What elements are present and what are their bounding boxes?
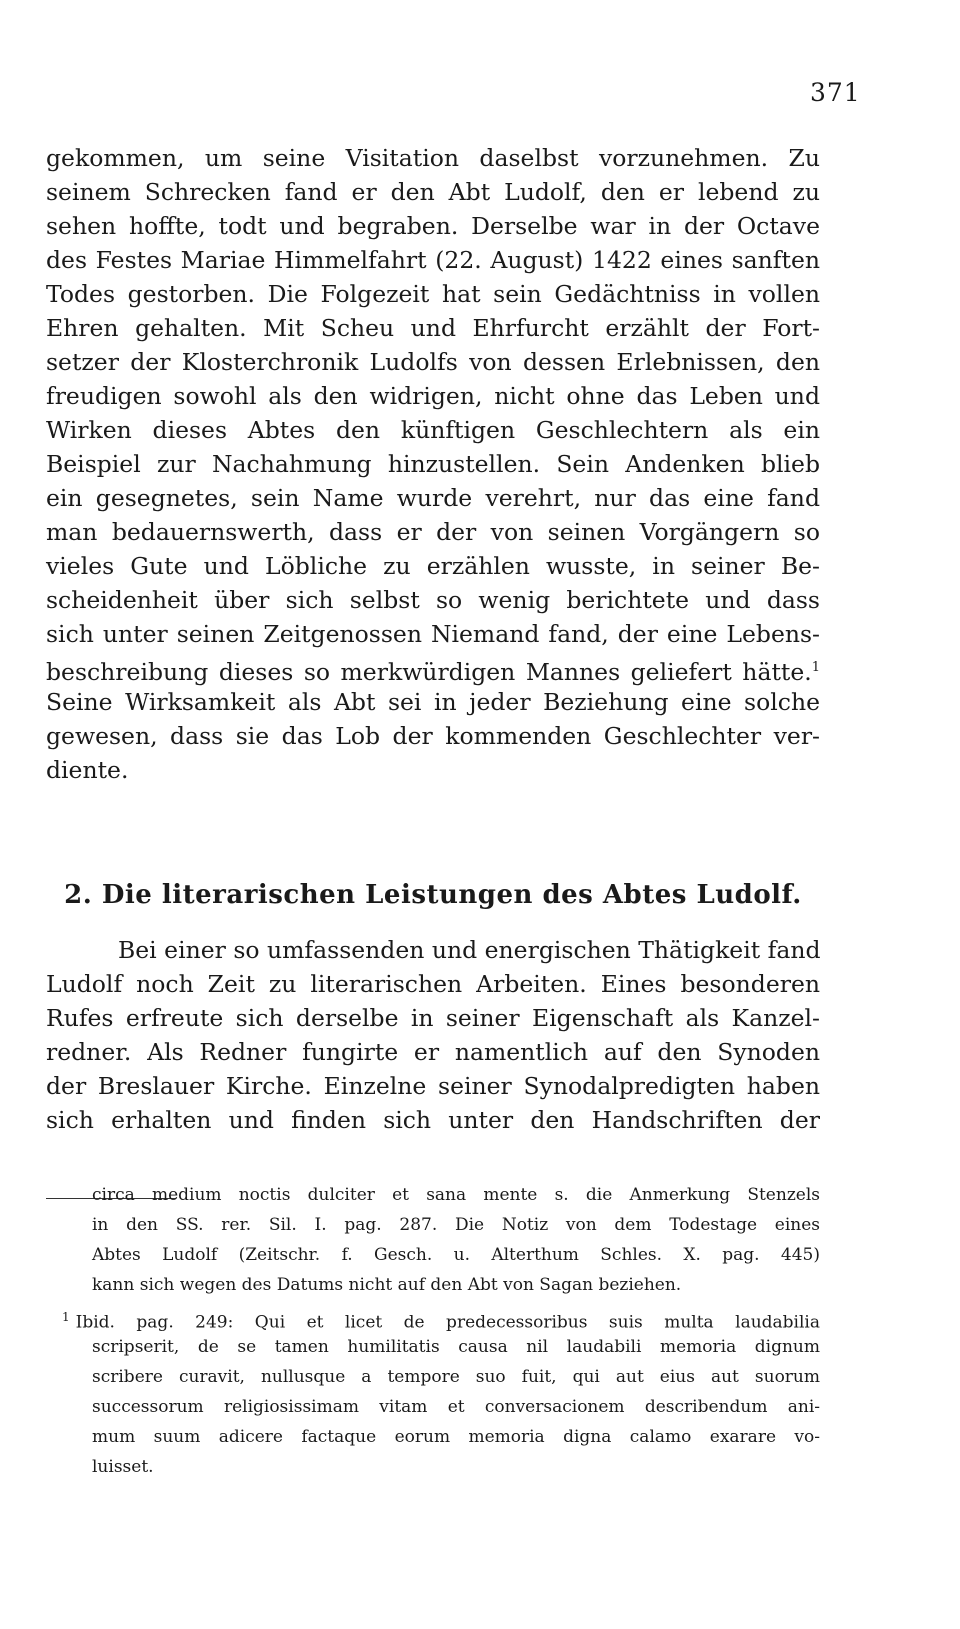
text-line: Beispiel zur Nachahmung hinzustellen. Sein Andenken blieb xyxy=(46,450,820,478)
text-line: beschreibung dieses so merkwürdigen Mannes geliefert hätte. xyxy=(46,657,812,686)
footnote-line: scribere curavit, nullusque a tempore suo fuit, qui aut eius aut suorum xyxy=(92,1367,820,1387)
text-line: sich unter seinen Zeitgenossen Niemand fand, der eine Lebens- xyxy=(46,620,820,648)
footnote-line: scripserit, de se tamen humilitatis causa nil laudabili memoria dignum xyxy=(92,1337,820,1357)
text-line: diente. xyxy=(46,756,129,784)
footnote-line: mum suum adicere factaque eorum memoria digna calamo exarare vo- xyxy=(92,1427,820,1447)
text-line: Ludolf noch Zeit zu literarischen Arbeiten. Eines besonderen xyxy=(46,970,820,998)
text-line: redner. Als Redner fungirte er namentlich auf den Synoden xyxy=(46,1038,820,1066)
text-line: vieles Gute und Löbliche zu erzählen wusste, in seiner Be- xyxy=(46,552,820,580)
section-heading: 2. Die literarischen Leistungen des Abtes Ludolf. xyxy=(64,880,802,910)
text-line: freudigen sowohl als den widrigen, nicht ohne das Leben und xyxy=(46,382,820,410)
text-line: Rufes erfreute sich derselbe in seiner Eigenschaft als Kanzel- xyxy=(46,1004,820,1032)
footnote-line: Ibid. pag. 249: Qui et licet de predecessoribus suis multa laudabilia xyxy=(75,1312,820,1333)
text-line: des Festes Mariae Himmelfahrt (22. August) 1422 eines sanften xyxy=(46,246,820,274)
page-number: 371 xyxy=(810,78,861,107)
footnote-marker: 1 xyxy=(62,1310,70,1324)
footnote-line: circa medium noctis dulciter et sana mente s. die Anmerkung Stenzels xyxy=(92,1185,820,1205)
text-line: seinem Schrecken fand er den Abt Ludolf, den er lebend zu xyxy=(46,178,820,206)
text-line: gewesen, dass sie das Lob der kommenden Geschlechter ver- xyxy=(46,722,820,750)
footnote-line: successorum religiosissimam vitam et conversacionem describendum ani- xyxy=(92,1397,820,1417)
text-line: Seine Wirksamkeit als Abt sei in jeder Beziehung eine solche xyxy=(46,688,820,716)
text-line: setzer der Klosterchronik Ludolfs von dessen Erlebnissen, den xyxy=(46,348,820,376)
footnote-line: Abtes Ludolf (Zeitschr. f. Gesch. u. Alterthum Schles. X. pag. 445) xyxy=(92,1245,820,1265)
footnote-line: luisset. xyxy=(92,1457,154,1477)
text-line: Wirken dieses Abtes den künftigen Geschlechtern als ein xyxy=(46,416,820,444)
text-line: man bedauernswerth, dass er der von seinen Vorgängern so xyxy=(46,518,820,546)
footnote-first-line xyxy=(62,1302,820,1332)
text-line: Bei einer so umfassenden und energischen Thätigkeit fand xyxy=(118,936,821,964)
text-line: scheidenheit über sich selbst so wenig berichtete und dass xyxy=(46,586,820,614)
text-line: Todes gestorben. Die Folgezeit hat sein Gedächtniss in vollen xyxy=(46,280,820,308)
footnote-line: kann sich wegen des Datums nicht auf den Abt von Sagan beziehen. xyxy=(92,1275,682,1295)
footnote-line: in den SS. rer. Sil. I. pag. 287. Die Notiz von dem Todestage eines xyxy=(92,1215,820,1235)
text-line: der Breslauer Kirche. Einzelne seiner Synodalpredigten haben xyxy=(46,1072,820,1100)
text-line-with-footnote-ref xyxy=(46,651,820,685)
text-line: sehen hoffte, todt und begraben. Derselbe war in der Octave xyxy=(46,212,820,240)
text-line: Ehren gehalten. Mit Scheu und Ehrfurcht erzählt der Fort- xyxy=(46,314,820,342)
text-line: ein gesegnetes, sein Name wurde verehrt, nur das eine fand xyxy=(46,484,820,512)
footnote-ref: 1 xyxy=(811,660,820,675)
text-line: gekommen, um seine Visitation daselbst vorzunehmen. Zu xyxy=(46,144,820,172)
text-line: sich erhalten und finden sich unter den Handschriften der xyxy=(46,1106,820,1134)
